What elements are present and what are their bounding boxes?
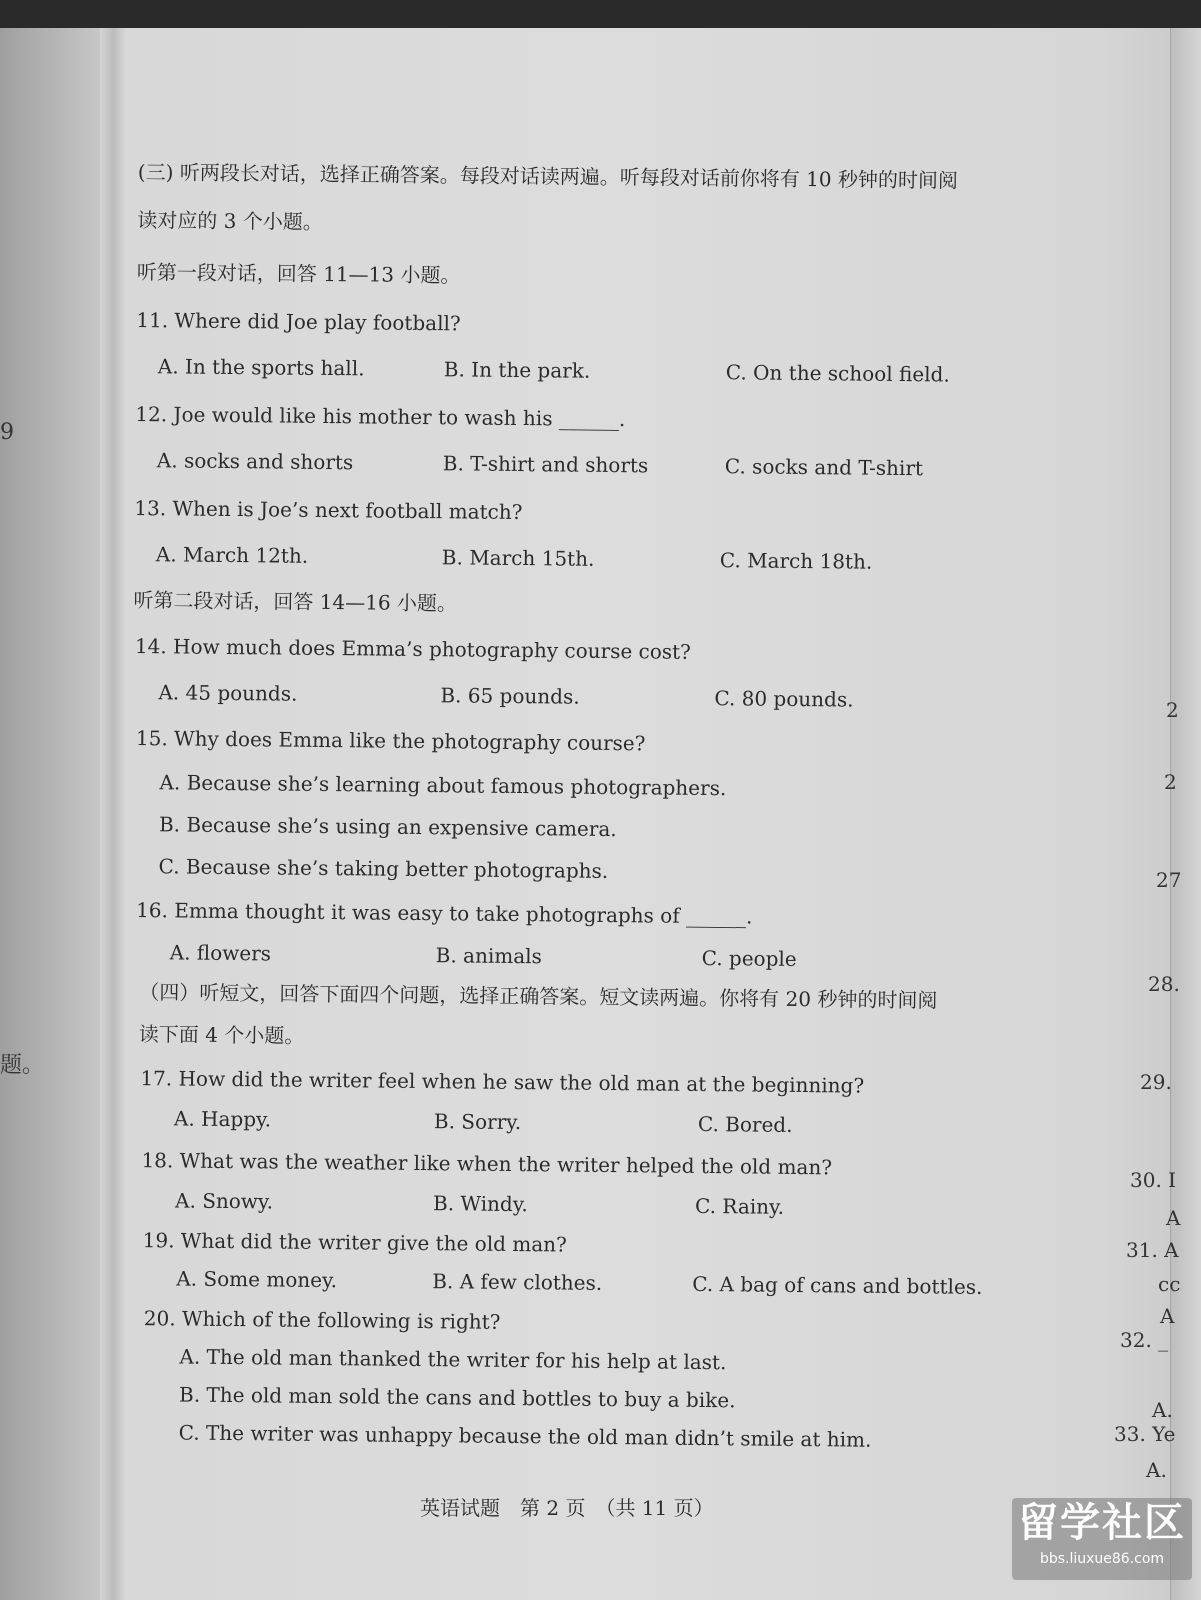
q13-option-b: B. March 15th. [441, 545, 595, 571]
q20-option-b: B. The old man sold the cans and bottles to buy a bike. [178, 1382, 736, 1413]
q18-option-c: C. Rainy. [694, 1193, 785, 1219]
q18-option-a: A. Snowy. [174, 1188, 274, 1214]
question-14: 14. How much does Emma’s photography course cost? [134, 633, 691, 664]
q12-option-a: A. socks and shorts [156, 448, 354, 475]
question-18: 18. What was the weather like when the writer helped the old man? [141, 1148, 833, 1180]
watermark-url: bbs.liuxue86.com [1039, 1551, 1165, 1567]
section4-instruction-1: （四）听短文，回答下面四个问题，选择正确答案。短文读两遍。你将有 20 秒钟的时间阅 [139, 980, 938, 1013]
site-watermark [1012, 1498, 1192, 1580]
q16-option-a: A. flowers [169, 940, 272, 966]
q14-option-b: B. 65 pounds. [440, 683, 580, 709]
q19-option-c: C. A bag of cans and bottles. [692, 1271, 983, 1299]
q16-option-c: C. people [701, 945, 797, 971]
question-20: 20. Which of the following is right? [143, 1306, 501, 1334]
q11-option-a: A. In the sports hall. [157, 354, 365, 381]
right-margin-text-9: cc [1158, 1272, 1181, 1296]
page-footer: 英语试题 第 2 页 （共 11 页） [420, 1496, 714, 1520]
q14-option-a: A. 45 pounds. [158, 680, 298, 706]
q15-option-a: A. Because she’s learning about famous photographers. [159, 770, 727, 801]
left-margin-mark-1: 9 [0, 420, 14, 445]
right-margin-text-13: 33. Ye [1114, 1422, 1176, 1446]
q19-option-b: B. A few clothes. [432, 1269, 603, 1295]
q17-option-b: B. Sorry. [433, 1109, 522, 1135]
right-margin-text-8: 31. A [1126, 1238, 1179, 1262]
right-page-edge [1170, 28, 1201, 1600]
q11-option-b: B. In the park. [443, 357, 591, 383]
q13-option-a: A. March 12th. [155, 542, 309, 568]
question-16: 16. Emma thought it was easy to take photographs of ______. [136, 898, 753, 929]
right-margin-text-11: 32. _ [1120, 1328, 1169, 1352]
q20-option-a: A. The old man thanked the writer for his help at last. [179, 1344, 727, 1375]
dialog2-intro: 听第二段对话，回答 14—16 小题。 [133, 587, 458, 616]
left-margin-mark-2: 题。 [0, 1053, 45, 1078]
question-17: 17. How did the writer feel when he saw the old man at the beginning? [140, 1066, 865, 1098]
q14-option-c: C. 80 pounds. [714, 686, 854, 712]
q18-option-b: B. Windy. [432, 1191, 528, 1217]
q20-option-c: C. The writer was unhappy because the old man didn’t smile at him. [178, 1420, 872, 1452]
section4-instruction-2: 读下面 4 个小题。 [138, 1022, 305, 1048]
right-margin-text-7: A [1166, 1206, 1181, 1230]
q16-option-b: B. animals [435, 943, 542, 969]
right-margin-text-12: A. [1152, 1398, 1173, 1422]
q17-option-c: C. Bored. [697, 1111, 793, 1137]
question-19: 19. What did the writer give the old man? [142, 1228, 567, 1257]
question-15: 15. Why does Emma like the photography course? [135, 726, 646, 756]
left-page-edge [0, 28, 100, 1600]
question-12: 12. Joe would like his mother to wash his ______. [135, 401, 626, 432]
dialog1-intro: 听第一段对话，回答 11—13 小题。 [136, 259, 461, 288]
right-margin-text-5: 29. [1140, 1070, 1172, 1094]
section3-instruction-2: 读对应的 3 个小题。 [137, 207, 323, 234]
q12-option-b: B. T-shirt and shorts [442, 451, 649, 478]
right-margin-text-2: 2 [1164, 770, 1177, 794]
q15-option-b: B. Because she’s using an expensive camera. [158, 812, 617, 842]
right-margin-text-3: 27 [1156, 868, 1182, 892]
page-spine-shadow [100, 28, 126, 1600]
q15-option-c: C. Because she’s taking better photographs. [158, 854, 609, 883]
q13-option-c: C. March 18th. [719, 548, 873, 574]
q12-option-c: C. socks and T-shirt [724, 454, 924, 481]
question-11: 11. Where did Joe play football? [136, 307, 461, 336]
q11-option-c: C. On the school field. [725, 360, 950, 387]
q19-option-a: A. Some money. [176, 1266, 338, 1293]
right-margin-text-6: 30. I [1130, 1168, 1177, 1192]
section3-instruction-1: (三) 听两段长对话，选择正确答案。每段对话读两遍。听每段对话前你将有 10 秒钟的时间阅 [137, 160, 959, 193]
q17-option-a: A. Happy. [173, 1106, 272, 1132]
question-13: 13. When is Joe’s next football match? [134, 495, 523, 525]
right-margin-text-10: A [1160, 1304, 1175, 1328]
watermark-title: 留学社区 [1018, 1500, 1186, 1546]
right-margin-text-1: 2 [1166, 698, 1179, 722]
right-margin-text-14: A. [1146, 1458, 1167, 1482]
right-margin-text-4: 28. [1148, 972, 1180, 996]
